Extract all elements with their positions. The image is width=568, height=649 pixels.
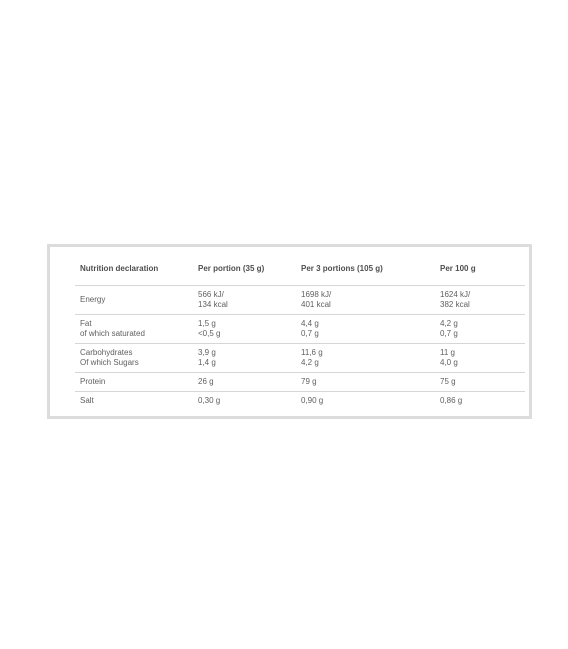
energy-per-100g-kcal: 382 kcal (440, 300, 470, 309)
row-label-carbohydrates-main: Carbohydrates (80, 348, 133, 357)
carbohydrates-per-portion-total: 3,9 g (198, 348, 216, 357)
protein-per-100g: 75 g (440, 377, 456, 386)
fat-per-portion-saturated: <0,5 g (198, 329, 221, 338)
protein-per-portion: 26 g (198, 377, 214, 386)
fat-per-100g-saturated: 0,7 g (440, 329, 458, 338)
table-header-row (75, 256, 525, 286)
nutrition-table-body (75, 256, 525, 411)
carbohydrates-per-3-portions-total: 11,6 g (301, 348, 323, 357)
row-label-fat-main: Fat (80, 319, 92, 328)
fat-per-portion (198, 319, 220, 339)
fat-per-100g (440, 319, 458, 339)
row-label-carbohydrates (80, 348, 139, 368)
carbohydrates-per-portion-sugars: 1,4 g (198, 358, 216, 367)
carbohydrates-per-100g (440, 348, 458, 368)
fat-per-3-portions (301, 319, 319, 339)
carbohydrates-per-3-portions-sugars: 4,2 g (301, 358, 319, 367)
carbohydrates-per-100g-sugars: 4,0 g (440, 358, 458, 367)
energy-per-portion-kj: 566 kJ/ (198, 290, 224, 299)
row-label-protein: Protein (80, 377, 106, 386)
fat-per-portion-total: 1,5 g (198, 319, 216, 328)
carbohydrates-per-portion (198, 348, 216, 368)
header-per-portion: Per portion (35 g) (198, 264, 265, 273)
energy-per-portion (198, 290, 228, 310)
row-label-salt: Salt (80, 396, 94, 405)
fat-per-3-portions-saturated: 0,7 g (301, 329, 319, 338)
fat-per-100g-total: 4,2 g (440, 319, 458, 328)
protein-per-3-portions: 79 g (301, 377, 317, 386)
table-row-carbohydrates (75, 344, 525, 373)
table-row-energy (75, 286, 525, 315)
table-row-salt (75, 392, 525, 411)
row-label-energy: Energy (80, 295, 106, 304)
salt-per-portion: 0,30 g (198, 396, 221, 405)
header-per-100g: Per 100 g (440, 264, 476, 273)
energy-per-100g (440, 290, 470, 310)
salt-per-100g: 0,86 g (440, 396, 463, 405)
nutrition-table (47, 244, 532, 419)
energy-per-100g-kj: 1624 kJ/ (440, 290, 471, 299)
energy-per-3-portions (301, 290, 331, 310)
row-label-fat-saturated: of which saturated (80, 329, 145, 338)
carbohydrates-per-3-portions (301, 348, 323, 368)
header-nutrition-declaration: Nutrition declaration (80, 264, 159, 273)
energy-per-portion-kcal: 134 kcal (198, 300, 228, 309)
carbohydrates-per-100g-total: 11 g (440, 348, 455, 357)
table-row-protein (75, 373, 525, 392)
salt-per-3-portions: 0,90 g (301, 396, 324, 405)
row-label-sugars: Of which Sugars (80, 358, 139, 367)
table-row-fat (75, 315, 525, 344)
header-per-3-portions: Per 3 portions (105 g) (301, 264, 383, 273)
energy-per-3-portions-kj: 1698 kJ/ (301, 290, 332, 299)
row-label-fat (80, 319, 145, 339)
fat-per-3-portions-total: 4,4 g (301, 319, 319, 328)
energy-per-3-portions-kcal: 401 kcal (301, 300, 331, 309)
